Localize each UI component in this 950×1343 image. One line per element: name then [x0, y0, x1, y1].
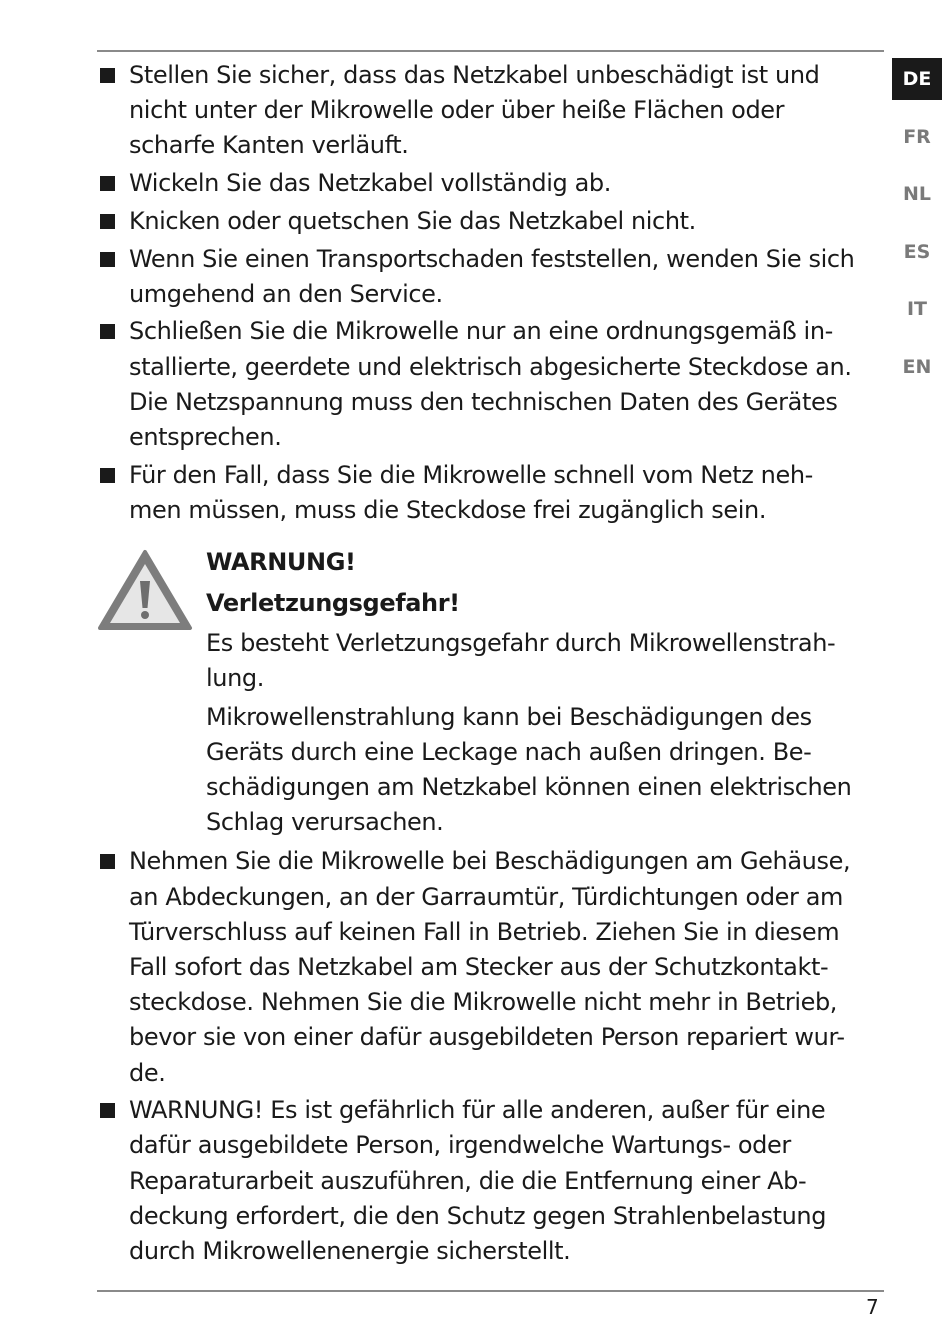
text-line: Knicken oder quetschen Sie das Netzkabel nicht. — [129, 206, 696, 235]
text-line: Nehmen Sie die Mikrowelle bei Beschädigungen am Gehäuse, — [129, 847, 851, 876]
bullet-square-icon — [100, 68, 115, 83]
bullet-square-icon — [100, 214, 115, 229]
list-item — [97, 458, 887, 528]
warning-triangle-icon — [97, 548, 193, 632]
text-line: men müssen, muss die Steckdose frei zugänglich sein. — [129, 495, 767, 524]
bullet-square-icon — [100, 176, 115, 191]
text-line: bevor sie von einer dafür ausgebildeten Person repariert wur- — [129, 1023, 845, 1052]
language-tab-fr[interactable]: FR — [903, 125, 931, 148]
text-line: de. — [129, 1058, 166, 1087]
language-tab-en[interactable]: EN — [902, 355, 932, 378]
bullet-list-bottom — [97, 844, 887, 1269]
text-line: Schlag verursachen. — [206, 808, 444, 837]
list-item — [97, 166, 887, 201]
text-line: umgehend an den Service. — [129, 279, 443, 308]
main-content — [97, 58, 887, 1272]
list-item — [97, 314, 887, 455]
text-line: Stellen Sie sicher, dass das Netzkabel unbeschädigt ist und — [129, 61, 820, 89]
language-tab-es[interactable]: ES — [903, 240, 931, 263]
text-line: Für den Fall, dass Sie die Mikrowelle schnell vom Netz neh- — [129, 460, 813, 489]
text-line: Schließen Sie die Mikrowelle nur an eine ordnungsgemäß in- — [129, 317, 833, 346]
warning-title: WARNUNG! — [206, 548, 356, 577]
text-line: Reparaturarbeit auszuführen, die die Entfernung einer Ab- — [129, 1166, 807, 1195]
text-line: entsprechen. — [129, 423, 282, 452]
bullet-square-icon — [100, 324, 115, 339]
text-line: Es besteht Verletzungsgefahr durch Mikrowellenstrah- — [206, 629, 836, 658]
text-line: WARNUNG! Es ist gefährlich für alle anderen, außer für eine — [129, 1096, 826, 1125]
warning-box — [97, 542, 887, 840]
list-item — [97, 58, 887, 164]
language-tab-de[interactable]: DE — [892, 58, 942, 100]
language-tab-nl[interactable]: NL — [902, 183, 931, 206]
page-number: 7 — [866, 1295, 879, 1319]
warning-text — [206, 626, 887, 840]
text-line: an Abdeckungen, an der Garraumtür, Türdichtungen oder am — [129, 882, 844, 911]
list-item — [97, 204, 887, 239]
text-line: steckdose. Nehmen Sie die Mikrowelle nicht mehr in Betrieb, — [129, 988, 838, 1017]
text-line: dafür ausgebildete Person, irgendwelche Wartungs- oder — [129, 1131, 791, 1160]
bottom-rule — [97, 1290, 884, 1292]
text-line: deckung erfordert, die den Schutz gegen Strahlenbelastung — [129, 1201, 827, 1230]
text-line: Wickeln Sie das Netzkabel vollständig ab. — [129, 169, 611, 198]
language-tabs — [892, 58, 942, 404]
warning-paragraph — [206, 626, 887, 696]
text-line: Geräts durch eine Leckage nach außen dringen. Be- — [206, 737, 812, 766]
text-line: nicht unter der Mikrowelle oder über heiße Flächen oder — [129, 96, 785, 125]
text-line: Die Netzspannung muss den technischen Daten des Gerätes — [129, 387, 838, 416]
text-line: Türverschluss auf keinen Fall in Betrieb. Ziehen Sie in diesem — [129, 917, 840, 946]
bullet-square-icon — [100, 468, 115, 483]
bullet-square-icon — [100, 854, 115, 869]
text-line: Fall sofort das Netzkabel am Stecker aus der Schutzkontakt- — [129, 952, 829, 981]
text-line: schädigungen am Netzkabel können einen elektrischen — [206, 772, 852, 801]
text-line: Mikrowellenstrahlung kann bei Beschädigungen des — [206, 702, 812, 731]
bullet-list-top — [97, 58, 887, 528]
text-line: Wenn Sie einen Transportschaden feststellen, wenden Sie sich — [129, 244, 855, 273]
text-line: lung. — [206, 664, 264, 693]
list-item — [97, 844, 887, 1090]
language-tab-it[interactable]: IT — [906, 298, 928, 321]
list-item — [97, 242, 887, 312]
top-rule — [97, 50, 884, 52]
bullet-square-icon — [100, 252, 115, 267]
list-item — [97, 1093, 887, 1269]
text-line: stallierte, geerdete und elektrisch abgesicherte Steckdose an. — [129, 352, 852, 381]
text-line: scharfe Kanten verläuft. — [129, 131, 409, 160]
text-line: durch Mikrowellenenergie sicherstellt. — [129, 1237, 571, 1266]
warning-subtitle: Verletzungsgefahr! — [206, 589, 460, 618]
bullet-square-icon — [100, 1103, 115, 1118]
warning-paragraph — [206, 700, 887, 841]
